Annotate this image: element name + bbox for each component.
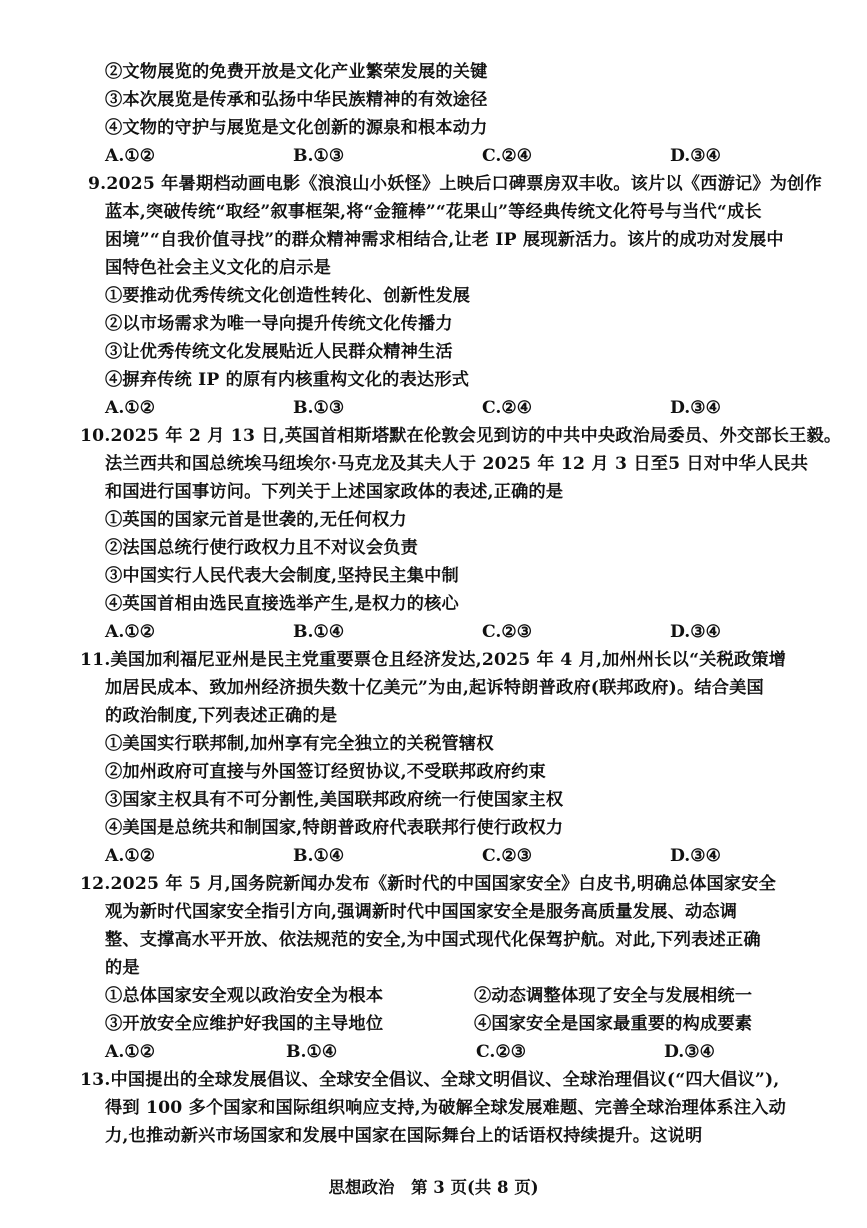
q10-option-c: C.②③ bbox=[482, 622, 533, 642]
q12-stem-line-1: 12.2025 年 5 月,国务院新闻办发布《新时代的中国国家安全》白皮书,明确总体国家安全 bbox=[80, 874, 777, 894]
q12-option-d: D.③④ bbox=[664, 1042, 716, 1062]
q11-option-b: B.①④ bbox=[293, 846, 345, 866]
q11-option-a: A.①② bbox=[105, 846, 156, 866]
q13-stem-line-3: 力,也推动新兴市场国家和发展中国家在国际舞台上的话语权持续提升。这说明 bbox=[105, 1126, 703, 1146]
q9-option-c: C.②④ bbox=[482, 398, 533, 418]
q9-option-d: D.③④ bbox=[670, 398, 722, 418]
q12-stem-line-2: 观为新时代国家安全指引方向,强调新时代中国国家安全是服务高质量发展、动态调 bbox=[105, 902, 738, 922]
q11-stem-line-1: 11.美国加利福尼亚州是民主党重要票仓且经济发达,2025 年 4 月,加州州长以“关税政策增 bbox=[80, 650, 787, 670]
q13-stem-line-2: 得到 100 多个国家和国际组织响应支持,为破解全球发展难题、完善全球治理体系注入动 bbox=[105, 1098, 786, 1118]
q8-option-d: D.③④ bbox=[670, 146, 722, 166]
q12-item-2: ②动态调整体现了安全与发展相统一 bbox=[474, 986, 753, 1006]
q10-item-4: ④英国首相由选民直接选举产生,是权力的核心 bbox=[105, 594, 459, 614]
q9-item-3: ③让优秀传统文化发展贴近人民群众精神生活 bbox=[105, 342, 453, 362]
q10-option-a: A.①② bbox=[105, 622, 156, 642]
q12-stem-line-4: 的是 bbox=[105, 958, 140, 978]
q8-item-2: ②文物展览的免费开放是文化产业繁荣发展的关键 bbox=[105, 62, 488, 82]
q8-option-b: B.①③ bbox=[293, 146, 345, 166]
q9-option-b: B.①③ bbox=[293, 398, 345, 418]
q12-option-a: A.①② bbox=[105, 1042, 156, 1062]
page-footer: 思想政治 第 3 页(共 8 页) bbox=[328, 1178, 539, 1197]
q9-item-1: ①要推动优秀传统文化创造性转化、创新性发展 bbox=[105, 286, 471, 306]
q8-item-4: ④文物的守护与展览是文化创新的源泉和根本动力 bbox=[105, 118, 488, 138]
q13-stem-line-1: 13.中国提出的全球发展倡议、全球安全倡议、全球文明倡议、全球治理倡议(“四大倡议”), bbox=[80, 1070, 780, 1090]
q9-item-4: ④摒弃传统 IP 的原有内核重构文化的表达形式 bbox=[105, 370, 470, 390]
q8-item-3: ③本次展览是传承和弘扬中华民族精神的有效途径 bbox=[105, 90, 488, 110]
q10-stem-line-1: 10.2025 年 2 月 13 日,英国首相斯塔默在伦敦会见到访的中共中央政治局委员、外交部长王毅。 bbox=[80, 426, 842, 446]
q11-option-c: C.②③ bbox=[482, 846, 533, 866]
q11-option-d: D.③④ bbox=[670, 846, 722, 866]
q12-item-1: ①总体国家安全观以政治安全为根本 bbox=[105, 986, 384, 1006]
q9-stem-line-3: 困境”“自我价值寻找”的群众精神需求相结合,让老 IP 展现新活力。该片的成功对发展中 bbox=[105, 230, 784, 250]
q11-stem-line-3: 的政治制度,下列表述正确的是 bbox=[105, 706, 338, 726]
q10-stem-line-3: 和国进行国事访问。下列关于上述国家政体的表述,正确的是 bbox=[105, 482, 564, 502]
q9-stem-line-2: 蓝本,突破传统“取经”叙事框架,将“金箍棒”“花果山”等经典传统文化符号与当代“成长 bbox=[105, 202, 762, 222]
q9-option-a: A.①② bbox=[105, 398, 156, 418]
q8-option-c: C.②④ bbox=[482, 146, 533, 166]
q10-item-3: ③中国实行人民代表大会制度,坚持民主集中制 bbox=[105, 566, 459, 586]
q11-stem-line-2: 加居民成本、致加州经济损失数十亿美元”为由,起诉特朗普政府(联邦政府)。结合美国 bbox=[105, 678, 764, 698]
q8-option-a: A.①② bbox=[105, 146, 156, 166]
q11-item-2: ②加州政府可直接与外国签订经贸协议,不受联邦政府约束 bbox=[105, 762, 546, 782]
q10-option-b: B.①④ bbox=[293, 622, 345, 642]
q9-stem-line-1: 9.2025 年暑期档动画电影《浪浪山小妖怪》上映后口碑票房双丰收。该片以《西游记》为创作 bbox=[88, 174, 822, 194]
q9-stem-line-4: 国特色社会主义文化的启示是 bbox=[105, 258, 332, 278]
q12-stem-line-3: 整、支撑高水平开放、依法规范的安全,为中国式现代化保驾护航。对此,下列表述正确 bbox=[105, 930, 761, 950]
q12-item-3: ③开放安全应维护好我国的主导地位 bbox=[105, 1014, 384, 1034]
q10-stem-line-2: 法兰西共和国总统埃马纽埃尔·马克龙及其夫人于 2025 年 12 月 3 日至5 日对中华人民共 bbox=[105, 454, 809, 474]
q12-option-c: C.②③ bbox=[476, 1042, 527, 1062]
q11-item-3: ③国家主权具有不可分割性,美国联邦政府统一行使国家主权 bbox=[105, 790, 564, 810]
q12-option-b: B.①④ bbox=[286, 1042, 338, 1062]
q10-option-d: D.③④ bbox=[670, 622, 722, 642]
q10-item-1: ①英国的国家元首是世袭的,无任何权力 bbox=[105, 510, 407, 530]
q11-item-4: ④美国是总统共和制国家,特朗普政府代表联邦行使行政权力 bbox=[105, 818, 564, 838]
q12-item-4: ④国家安全是国家最重要的构成要素 bbox=[474, 1014, 753, 1034]
q9-item-2: ②以市场需求为唯一导向提升传统文化传播力 bbox=[105, 314, 453, 334]
q10-item-2: ②法国总统行使行政权力且不对议会负责 bbox=[105, 538, 418, 558]
q11-item-1: ①美国实行联邦制,加州享有完全独立的关税管辖权 bbox=[105, 734, 494, 754]
